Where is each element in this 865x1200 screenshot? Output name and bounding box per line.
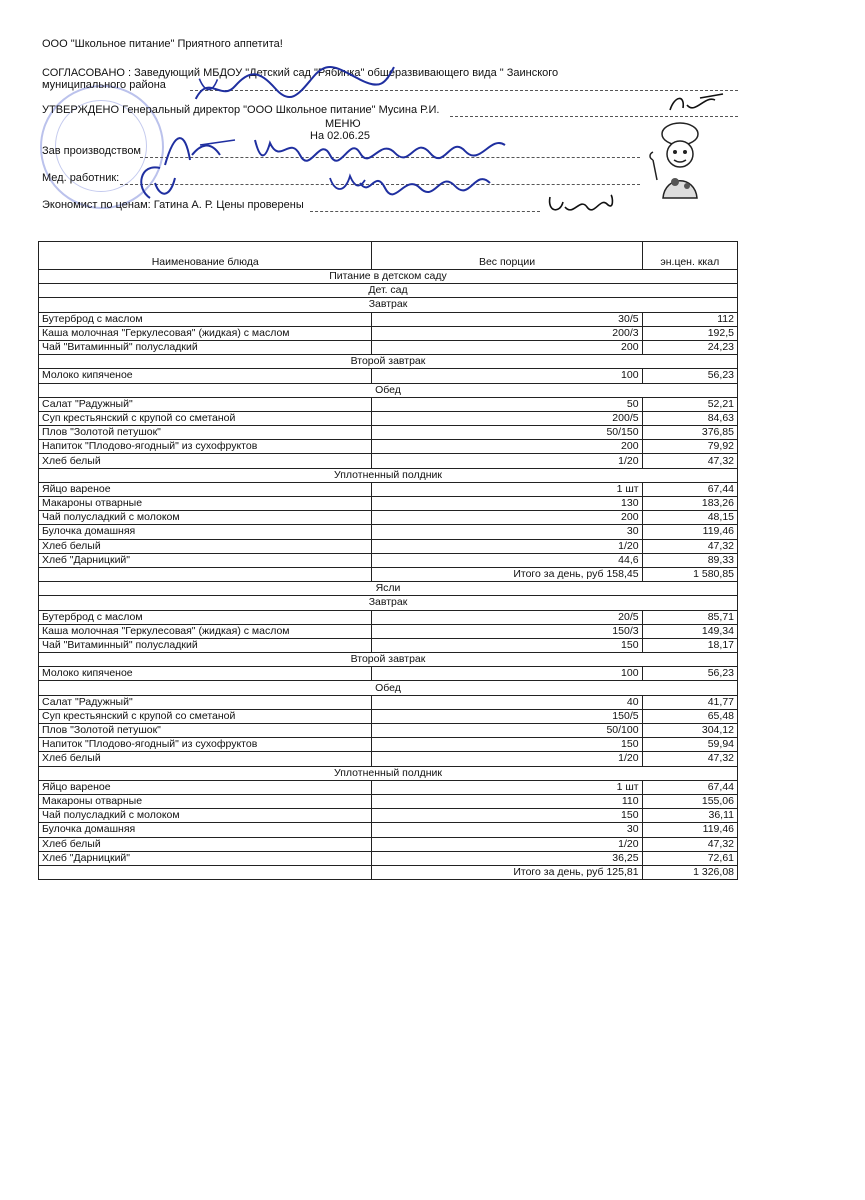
approved-signature-icon	[665, 90, 725, 115]
dish-weight: 44,6	[372, 553, 642, 567]
dish-weight: 1/20	[372, 837, 642, 851]
total-spacer	[39, 567, 372, 581]
table-row	[39, 738, 738, 752]
approved-line: УТВЕРЖДЕНО Генеральный директор "ООО Школьное питание" Мусина Р.И.	[42, 104, 440, 116]
dish-weight: 50	[372, 397, 642, 411]
dish-weight: 1 шт	[372, 780, 642, 794]
section-title: Обед	[39, 681, 738, 695]
total-label: Итого за день, руб 125,81	[372, 865, 642, 879]
med-signature-icon	[130, 158, 510, 203]
table-row	[39, 397, 738, 411]
dish-kcal: 59,94	[642, 738, 737, 752]
chef-logo	[645, 120, 715, 205]
med-label: Мед. работник:	[42, 172, 120, 184]
total-label: Итого за день, руб 158,45	[372, 567, 642, 581]
dish-weight: 200	[372, 511, 642, 525]
dish-weight: 1/20	[372, 454, 642, 468]
section-title: Завтрак	[39, 596, 738, 610]
dish-name: Макароны отварные	[39, 497, 372, 511]
dish-name: Яйцо вареное	[39, 482, 372, 496]
section-title: Ясли	[39, 582, 738, 596]
dish-kcal: 112	[642, 312, 737, 326]
section-title: Второй завтрак	[39, 653, 738, 667]
total-spacer	[39, 865, 372, 879]
column-header-kcal: эн.цен. ккал	[642, 242, 737, 270]
table-row	[39, 624, 738, 638]
economist-dotline	[310, 211, 540, 212]
dish-weight: 50/100	[372, 724, 642, 738]
dish-kcal: 36,11	[642, 809, 737, 823]
dish-name: Салат "Радужный"	[39, 695, 372, 709]
dish-name: Чай полусладкий с молоком	[39, 511, 372, 525]
table-row	[39, 340, 738, 354]
dish-name: Напиток "Плодово-ягодный" из сухофруктов	[39, 440, 372, 454]
total-kcal: 1 326,08	[642, 865, 737, 879]
dish-name: Булочка домашняя	[39, 525, 372, 539]
table-row	[39, 553, 738, 567]
dish-weight: 1/20	[372, 752, 642, 766]
dish-kcal: 85,71	[642, 610, 737, 624]
table-row	[39, 369, 738, 383]
dish-name: Суп крестьянский с крупой со сметаной	[39, 709, 372, 723]
dish-kcal: 56,23	[642, 667, 737, 681]
dish-kcal: 376,85	[642, 426, 737, 440]
dish-kcal: 47,32	[642, 752, 737, 766]
dish-weight: 150	[372, 809, 642, 823]
table-row	[39, 525, 738, 539]
table-row	[39, 312, 738, 326]
table-row	[39, 752, 738, 766]
dish-kcal: 24,23	[642, 340, 737, 354]
menu-table	[38, 241, 738, 880]
dish-weight: 130	[372, 497, 642, 511]
dish-kcal: 52,21	[642, 397, 737, 411]
dish-kcal: 72,61	[642, 851, 737, 865]
chef-icon	[645, 120, 715, 200]
section-row	[39, 355, 738, 369]
dish-kcal: 47,32	[642, 539, 737, 553]
section-title: Дет. сад	[39, 284, 738, 298]
table-row	[39, 610, 738, 624]
dish-weight: 40	[372, 695, 642, 709]
dish-name: Хлеб "Дарницкий"	[39, 851, 372, 865]
dish-kcal: 47,32	[642, 454, 737, 468]
dish-weight: 36,25	[372, 851, 642, 865]
table-row	[39, 794, 738, 808]
table-row	[39, 539, 738, 553]
dish-name: Яйцо вареное	[39, 780, 372, 794]
menu-date: На 02.06.25	[310, 130, 370, 142]
section-row	[39, 298, 738, 312]
table-row	[39, 823, 738, 837]
table-row	[39, 809, 738, 823]
table-row	[39, 709, 738, 723]
dish-kcal: 47,32	[642, 837, 737, 851]
total-row	[39, 567, 738, 581]
table-row	[39, 426, 738, 440]
dish-kcal: 48,15	[642, 511, 737, 525]
table-row	[39, 837, 738, 851]
dish-name: Молоко кипяченое	[39, 369, 372, 383]
dish-weight: 30	[372, 823, 642, 837]
dish-weight: 20/5	[372, 610, 642, 624]
dish-kcal: 84,63	[642, 411, 737, 425]
section-row	[39, 653, 738, 667]
dish-weight: 30/5	[372, 312, 642, 326]
section-title: Обед	[39, 383, 738, 397]
dish-kcal: 89,33	[642, 553, 737, 567]
section-row	[39, 766, 738, 780]
menu-table-body	[39, 242, 738, 880]
agreed-signature-icon	[189, 55, 401, 110]
table-row	[39, 667, 738, 681]
table-row	[39, 454, 738, 468]
section-row	[39, 582, 738, 596]
dish-name: Каша молочная "Геркулесовая" (жидкая) с маслом	[39, 624, 372, 638]
dish-name: Хлеб белый	[39, 752, 372, 766]
dish-weight: 110	[372, 794, 642, 808]
dish-name: Салат "Радужный"	[39, 397, 372, 411]
dish-kcal: 56,23	[642, 369, 737, 383]
section-row	[39, 596, 738, 610]
dish-name: Чай "Витаминный" полусладкий	[39, 340, 372, 354]
table-row	[39, 695, 738, 709]
dish-name: Напиток "Плодово-ягодный" из сухофруктов	[39, 738, 372, 752]
dish-kcal: 155,06	[642, 794, 737, 808]
section-row	[39, 468, 738, 482]
economist-signature	[545, 192, 615, 221]
column-header-weight: Вес порции	[372, 242, 642, 270]
total-kcal: 1 580,85	[642, 567, 737, 581]
dish-weight: 30	[372, 525, 642, 539]
org-line: ООО "Школьное питание" Приятного аппетита!	[42, 38, 283, 50]
dish-weight: 150/5	[372, 709, 642, 723]
dish-name: Хлеб белый	[39, 837, 372, 851]
section-row	[39, 681, 738, 695]
section-title: Уплотненный полдник	[39, 766, 738, 780]
dish-kcal: 192,5	[642, 326, 737, 340]
dish-name: Чай "Витаминный" полусладкий	[39, 638, 372, 652]
agreed-line-2: муниципального района	[42, 79, 166, 91]
dish-name: Макароны отварные	[39, 794, 372, 808]
med-signature	[130, 158, 510, 207]
dish-weight: 200	[372, 440, 642, 454]
dish-name: Плов "Золотой петушок"	[39, 426, 372, 440]
table-row	[39, 511, 738, 525]
dish-name: Молоко кипяченое	[39, 667, 372, 681]
approved-signature	[665, 90, 725, 119]
dish-kcal: 183,26	[642, 497, 737, 511]
table-row	[39, 440, 738, 454]
dish-weight: 100	[372, 369, 642, 383]
section-row	[39, 383, 738, 397]
section-title: Уплотненный полдник	[39, 468, 738, 482]
dish-weight: 1 шт	[372, 482, 642, 496]
dish-weight: 150	[372, 738, 642, 752]
table-row	[39, 497, 738, 511]
dish-kcal: 65,48	[642, 709, 737, 723]
table-row	[39, 780, 738, 794]
dish-weight: 200	[372, 340, 642, 354]
dish-kcal: 304,12	[642, 724, 737, 738]
dish-name: Чай полусладкий с молоком	[39, 809, 372, 823]
dish-weight: 1/20	[372, 539, 642, 553]
dish-name: Плов "Золотой петушок"	[39, 724, 372, 738]
dish-kcal: 67,44	[642, 482, 737, 496]
dish-weight: 200/5	[372, 411, 642, 425]
dish-weight: 200/3	[372, 326, 642, 340]
section-title: Завтрак	[39, 298, 738, 312]
section-title: Второй завтрак	[39, 355, 738, 369]
zav-label: Зав производством	[42, 145, 141, 157]
dish-name: Бутерброд с маслом	[39, 610, 372, 624]
dish-name: Бутерброд с маслом	[39, 312, 372, 326]
dish-name: Каша молочная "Геркулесовая" (жидкая) с маслом	[39, 326, 372, 340]
table-row	[39, 851, 738, 865]
dish-weight: 150/3	[372, 624, 642, 638]
dish-kcal: 18,17	[642, 638, 737, 652]
dish-kcal: 119,46	[642, 525, 737, 539]
dish-weight: 50/150	[372, 426, 642, 440]
dish-kcal: 79,92	[642, 440, 737, 454]
column-header-name: Наименование блюда	[39, 242, 372, 270]
economist-signature-icon	[545, 192, 615, 217]
total-row	[39, 865, 738, 879]
table-header-row	[39, 242, 738, 270]
section-row	[39, 270, 738, 284]
dish-name: Хлеб белый	[39, 539, 372, 553]
table-row	[39, 326, 738, 340]
section-row	[39, 284, 738, 298]
table-row	[39, 411, 738, 425]
dish-name: Хлеб "Дарницкий"	[39, 553, 372, 567]
table-row	[39, 724, 738, 738]
dish-kcal: 67,44	[642, 780, 737, 794]
dish-weight: 100	[372, 667, 642, 681]
menu-title: МЕНЮ	[325, 118, 361, 130]
dish-kcal: 119,46	[642, 823, 737, 837]
economist-line: Экономист по ценам: Гатина А. Р. Цены проверены	[42, 199, 304, 211]
dish-name: Булочка домашняя	[39, 823, 372, 837]
agreed-line-1: СОГЛАСОВАНО : Заведующий МБДОУ "Детский сад "Рябинка" общеразвивающего вида " Заинского	[42, 67, 559, 79]
table-row	[39, 482, 738, 496]
dish-kcal: 149,34	[642, 624, 737, 638]
section-title: Питание в детском саду	[39, 270, 738, 284]
dish-kcal: 41,77	[642, 695, 737, 709]
dish-weight: 150	[372, 638, 642, 652]
dish-name: Хлеб белый	[39, 454, 372, 468]
table-row	[39, 638, 738, 652]
dish-name: Суп крестьянский с крупой со сметаной	[39, 411, 372, 425]
